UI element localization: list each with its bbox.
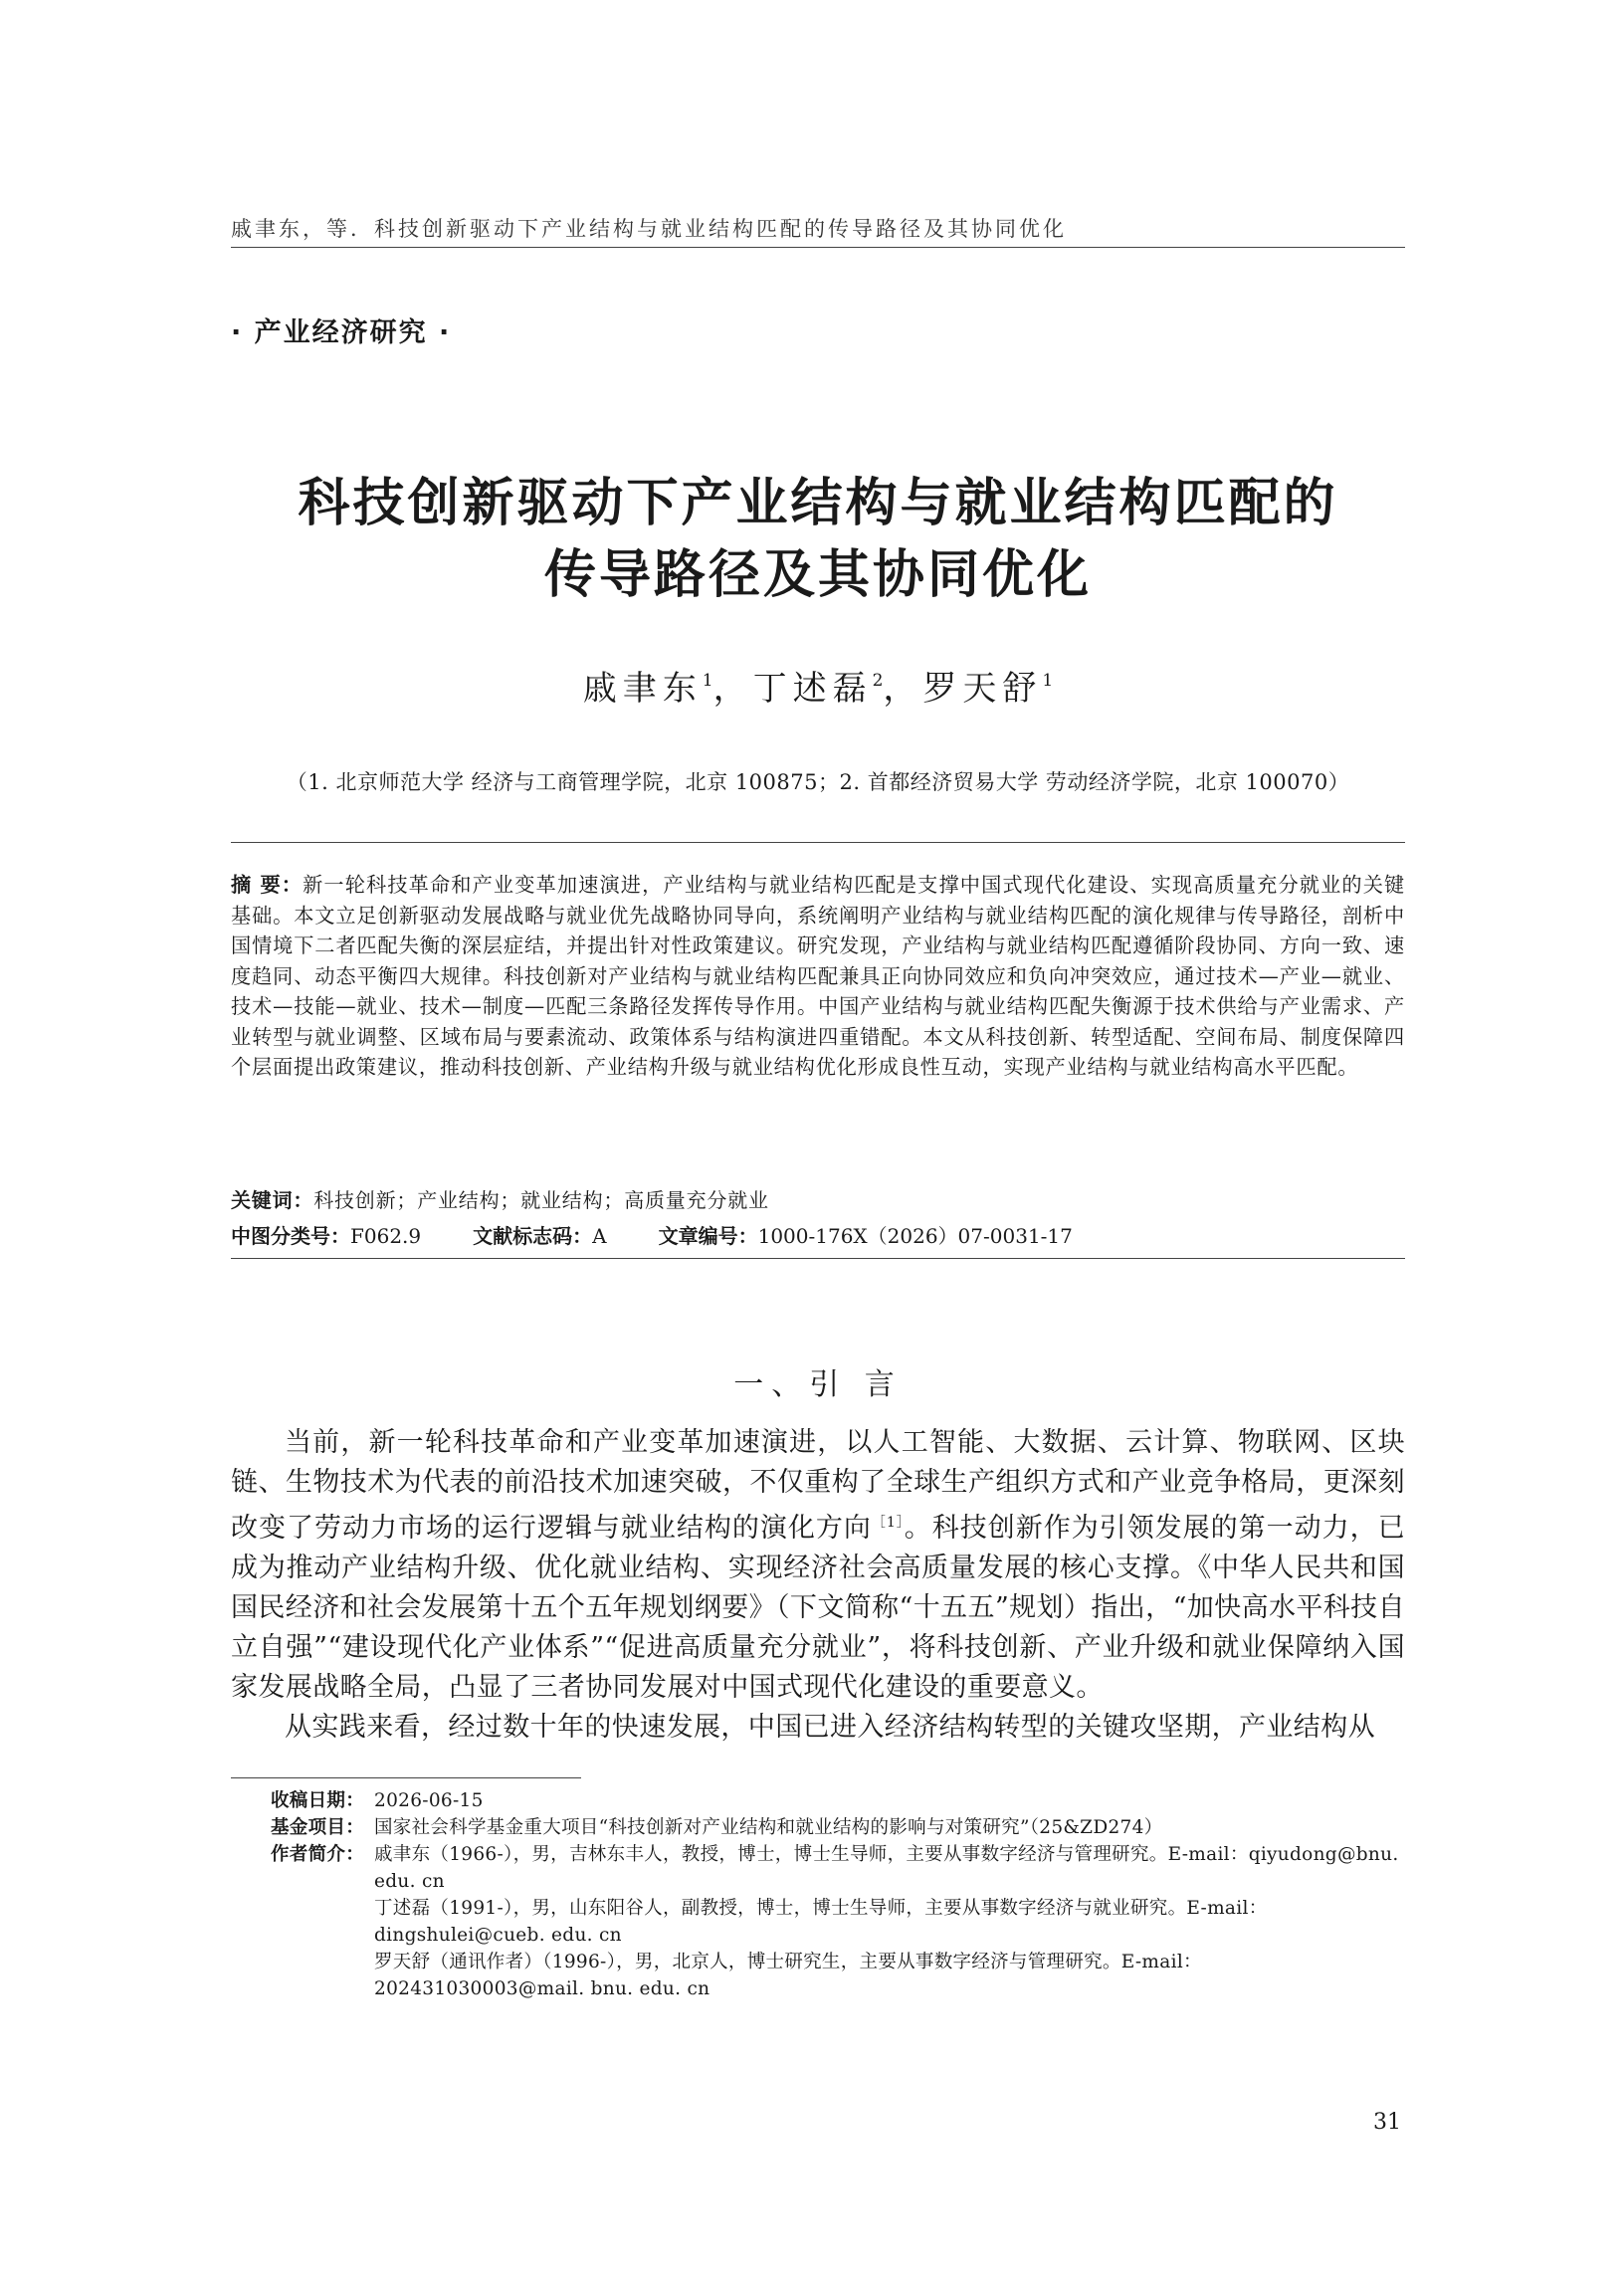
keywords-text: 科技创新；产业结构；就业结构；高质量充分就业 [313, 1188, 769, 1212]
author-name: 戚聿东 [582, 669, 703, 709]
author-list [231, 661, 1405, 710]
abstract-text: 新一轮科技革命和产业变革加速演进，产业结构与就业结构匹配是支撑中国式现代化建设、实现高质量充分就业的关键基础。本文立足创新驱动发展战略与就业优先战略协同导向，系统阐明产业结构与就业结构匹配的演化规律与传导路径，剖析中国情境下二者匹配失衡的深层症结，并提出针对性政策建议。研究发现，产业结构与就业结构匹配遵循阶段协同、方向一致、速度趋同、动态平衡四大规律。科技创新对产业结构与就业结构匹配兼具正向协同效应和负向冲突效应，通过技术—产业—就业、技术—技能—就业、技术—制度—匹配三条路径发挥传导作用。中国产业结构与就业结构匹配失衡源于技术供给与产业需求、产业转型与就业调整、区域布局与要素流动、政策体系与结构演进四重错配。本文从科技创新、转型适配、空间布局、制度保障四个层面提出政策建议，推动科技创新、产业结构升级与就业结构优化形成良性互动，实现产业结构与就业结构高水平匹配。 [231, 873, 1405, 1079]
section-heading: 一、引 言 [733, 1367, 903, 1402]
clc-label: 中图分类号： [231, 1224, 350, 1248]
paragraph [231, 1423, 1405, 1708]
clc-value: F062.9 [350, 1224, 422, 1248]
author-bio: 戚聿东（1966-），男，吉林东丰人，教授，博士，博士生导师，主要从事数字经济与管理研究。E-mail：qiyudong@bnu. edu. cn [374, 1844, 1399, 1892]
author-name: 丁述磊 [752, 669, 873, 709]
footnote-received [271, 1787, 1405, 1814]
doc-code-label: 文献标志码： [473, 1224, 593, 1248]
author-separator: ， [712, 669, 753, 709]
column-tag: · 产业经济研究 · [231, 317, 452, 348]
author-bio: 罗天舒（通讯作者）（1996-），男，北京人，博士研究生，主要从事数字经济与管理研究。E-mail：202431030003@mail. bnu. edu. cn [374, 1952, 1202, 1999]
author-affil-mark: 2 [872, 670, 884, 691]
author-bio-label: 作者简介： [271, 1844, 365, 1865]
paragraph-text: 。科技创新作为引领发展的第一动力，已成为推动产业结构升级、优化就业结构、实现经济社会高质量发展的核心支撑。《中华人民共和国国民经济和社会发展第十五个五年规划纲要》（下文简称“十五五”规划）指出，“加快高水平科技自立自强”“建设现代化产业体系”“促进高质量充分就业”，将科技创新、产业升级和就业保障纳入国家发展战略全局，凸显了三者协同发展对中国式现代化建设的重要意义。 [231, 1513, 1406, 1703]
author-affil-mark: 1 [1042, 670, 1054, 691]
paragraph: 从实践来看，经过数十年的快速发展，中国已进入经济结构转型的关键攻坚期，产业结构从 [285, 1712, 1375, 1743]
author-affil-mark: 1 [702, 670, 713, 691]
paragraph-text: 当前，新一轮科技革命和产业变革加速演进，以人工智能、大数据、云计算、物联网、区块链、生物技术为代表的前沿技术加速突破，不仅重构了全球生产组织方式和产业竞争格局，更深刻改变了劳动力市场的运行逻辑与就业结构的演化方向 [231, 1427, 1405, 1544]
author-bio: 丁述磊（1991-），男，山东阳谷人，副教授，博士，博士生导师，主要从事数字经济与就业研究。E-mail：dingshulei@cueb. edu. cn [374, 1898, 1268, 1946]
affiliations: （1. 北京师范大学 经济与工商管理学院，北京 100875；2. 首都经济贸易大学 劳动经济学院，北京 100070） [286, 770, 1350, 794]
title-line-1: 科技创新驱动下产业结构与就业结构匹配的 [298, 474, 1338, 533]
author-bios [374, 1841, 1405, 2002]
author-separator: ， [883, 669, 923, 709]
article-title [231, 468, 1405, 611]
header-rule [231, 247, 1405, 248]
doc-code-value: A [592, 1224, 607, 1248]
article-no-label: 文章编号： [658, 1224, 758, 1248]
abstract-bottom-rule [231, 1258, 1405, 1259]
received-label: 收稿日期： [271, 1790, 365, 1811]
footnote-fund [271, 1814, 1405, 1841]
abstract-top-rule [231, 842, 1405, 843]
fund-label: 基金项目： [271, 1817, 365, 1838]
page-number: 31 [1373, 2110, 1401, 2135]
title-line-2: 传导路径及其协同优化 [543, 545, 1092, 605]
abstract [231, 870, 1405, 1083]
footnotes [271, 1787, 1405, 2002]
abstract-label: 摘 要： [231, 873, 304, 897]
body-text [231, 1423, 1405, 1748]
citation-ref: ［1］ [871, 1515, 905, 1531]
footnote-authors [271, 1841, 1405, 2002]
keywords [231, 1184, 769, 1213]
keywords-label: 关键词： [231, 1188, 314, 1212]
classification-line [231, 1220, 1073, 1249]
received-date: 2026-06-15 [374, 1790, 484, 1811]
article-no-value: 1000-176X（2026）07-0031-17 [757, 1224, 1073, 1248]
author-name: 罗天舒 [922, 669, 1043, 709]
running-head: 戚聿东，等．科技创新驱动下产业结构与就业结构匹配的传导路径及其协同优化 [231, 217, 1067, 241]
footnote-rule [231, 1777, 581, 1778]
fund-text: 国家社会科学基金重大项目“科技创新对产业结构和就业结构的影响与对策研究”（25&ZD274） [374, 1817, 1163, 1838]
